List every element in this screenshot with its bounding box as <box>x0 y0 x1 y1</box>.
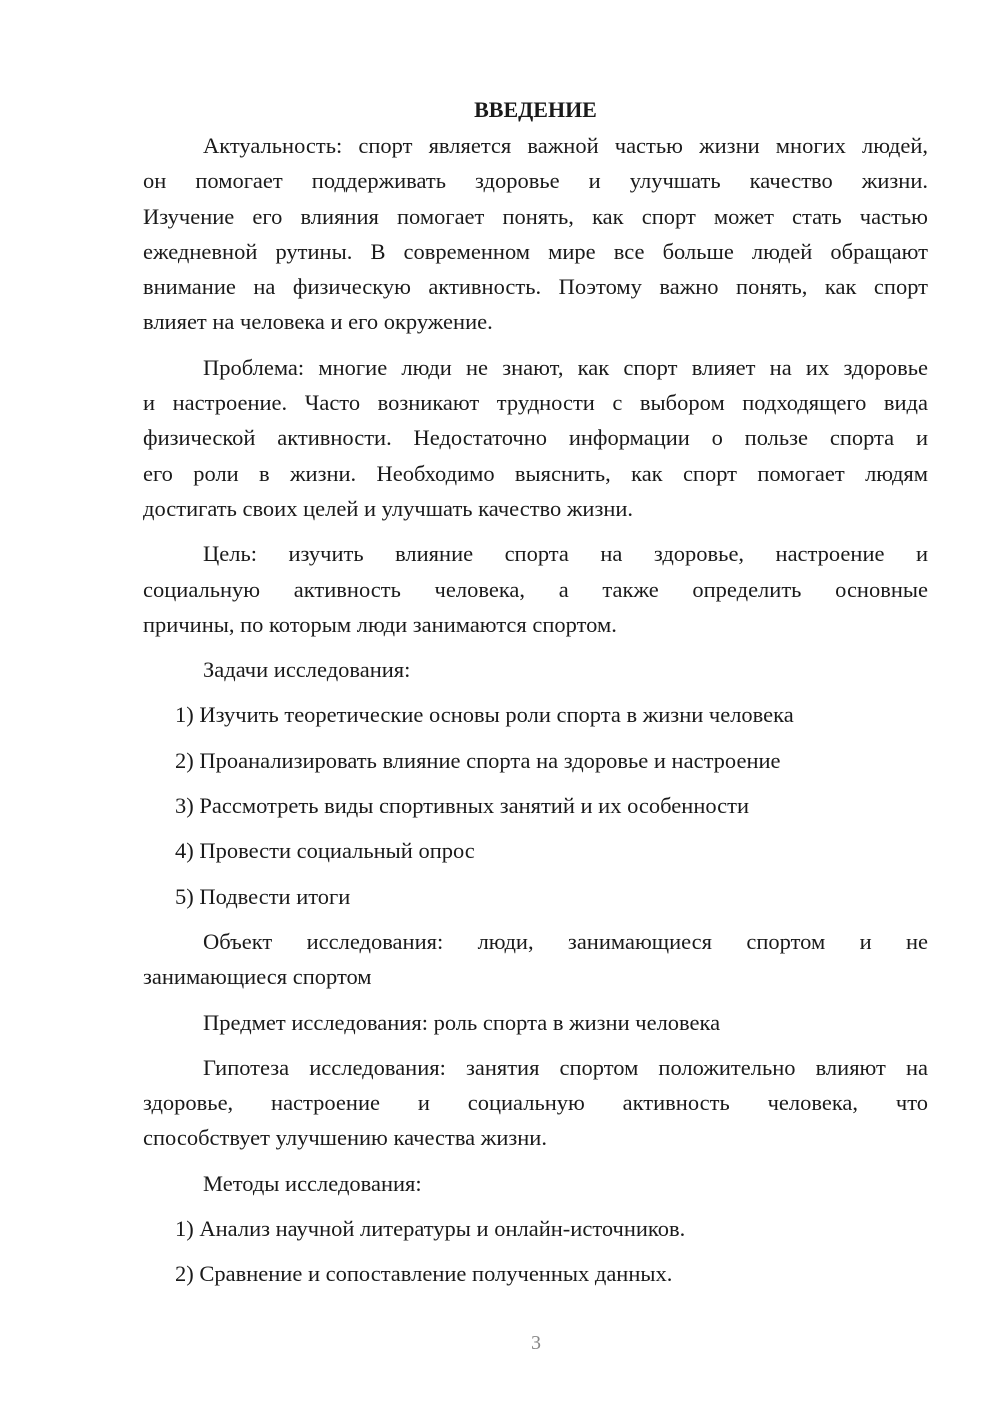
paragraph <box>143 1050 928 1156</box>
paragraph <box>143 652 928 687</box>
text-line: 4) Провести социальный опрос <box>175 838 475 864</box>
text-line: и настроение. Часто возникают трудности с выбором подходящего вида <box>143 390 928 416</box>
page-number: 3 <box>531 1332 541 1354</box>
text-line: ежедневной рутины. В современном мире все больше людей обращают <box>143 238 928 264</box>
text-line: 1) Анализ научной литературы и онлайн-источников. <box>175 1216 686 1242</box>
text-line: 2) Проанализировать влияние спорта на здоровье и настроение <box>175 747 781 773</box>
list-item <box>143 1211 928 1246</box>
text-line: Методы исследования: <box>203 1170 422 1196</box>
text-line: 5) Подвести итоги <box>175 883 351 909</box>
document-body <box>143 128 928 1292</box>
paragraph <box>143 350 928 526</box>
text-line: 2) Сравнение и сопоставление полученных данных. <box>175 1261 673 1287</box>
text-line: влияет на человека и его окружение. <box>143 309 493 335</box>
text-line: причины, по которым люди занимаются спортом. <box>143 611 617 637</box>
list-item <box>143 1256 928 1291</box>
text-line: Изучение его влияния помогает понять, как спорт может стать частью <box>143 203 928 229</box>
page-title: ВВЕДЕНИЕ <box>474 97 597 122</box>
paragraph <box>143 1005 928 1040</box>
paragraph <box>143 924 928 995</box>
paragraph <box>143 1166 928 1201</box>
document-page <box>143 92 928 1302</box>
text-line: Актуальность: спорт является важной частью жизни многих людей, <box>203 133 928 158</box>
list-item <box>143 833 928 868</box>
list-item <box>143 879 928 914</box>
text-line: Объект исследования: люди, занимающиеся спортом и не <box>203 928 928 954</box>
text-line: физической активности. Недостаточно информации о пользе спорта и <box>143 425 928 451</box>
text-line: занимающиеся спортом <box>143 964 372 990</box>
text-line: 3) Рассмотреть виды спортивных занятий и их особенности <box>175 793 750 819</box>
list-item <box>143 788 928 823</box>
paragraph <box>143 536 928 642</box>
list-item <box>143 743 928 778</box>
text-line: Гипотеза исследования: занятия спортом положительно влияют на <box>203 1054 928 1080</box>
text-line: Предмет исследования: роль спорта в жизни человека <box>203 1009 721 1035</box>
text-line: социальную активность человека, а также определить основные <box>143 576 928 602</box>
text-line: достигать своих целей и улучшать качество жизни. <box>143 495 634 521</box>
text-line: способствует улучшению качества жизни. <box>143 1125 547 1151</box>
text-line: внимание на физическую активность. Поэтому важно понять, как спорт <box>143 274 928 300</box>
text-line: здоровье, настроение и социальную активность человека, что <box>143 1090 928 1116</box>
text-line: Цель: изучить влияние спорта на здоровье, настроение и <box>203 541 928 567</box>
list-item <box>143 697 928 732</box>
text-line: Проблема: многие люди не знают, как спорт влияет на их здоровье <box>203 354 928 380</box>
text-line: он помогает поддерживать здоровье и улучшать качество жизни. <box>143 168 928 194</box>
text-line: его роли в жизни. Необходимо выяснить, как спорт помогает людям <box>143 460 928 486</box>
paragraph <box>143 128 928 340</box>
text-line: Задачи исследования: <box>203 657 411 683</box>
text-line: 1) Изучить теоретические основы роли спорта в жизни человека <box>175 702 794 728</box>
